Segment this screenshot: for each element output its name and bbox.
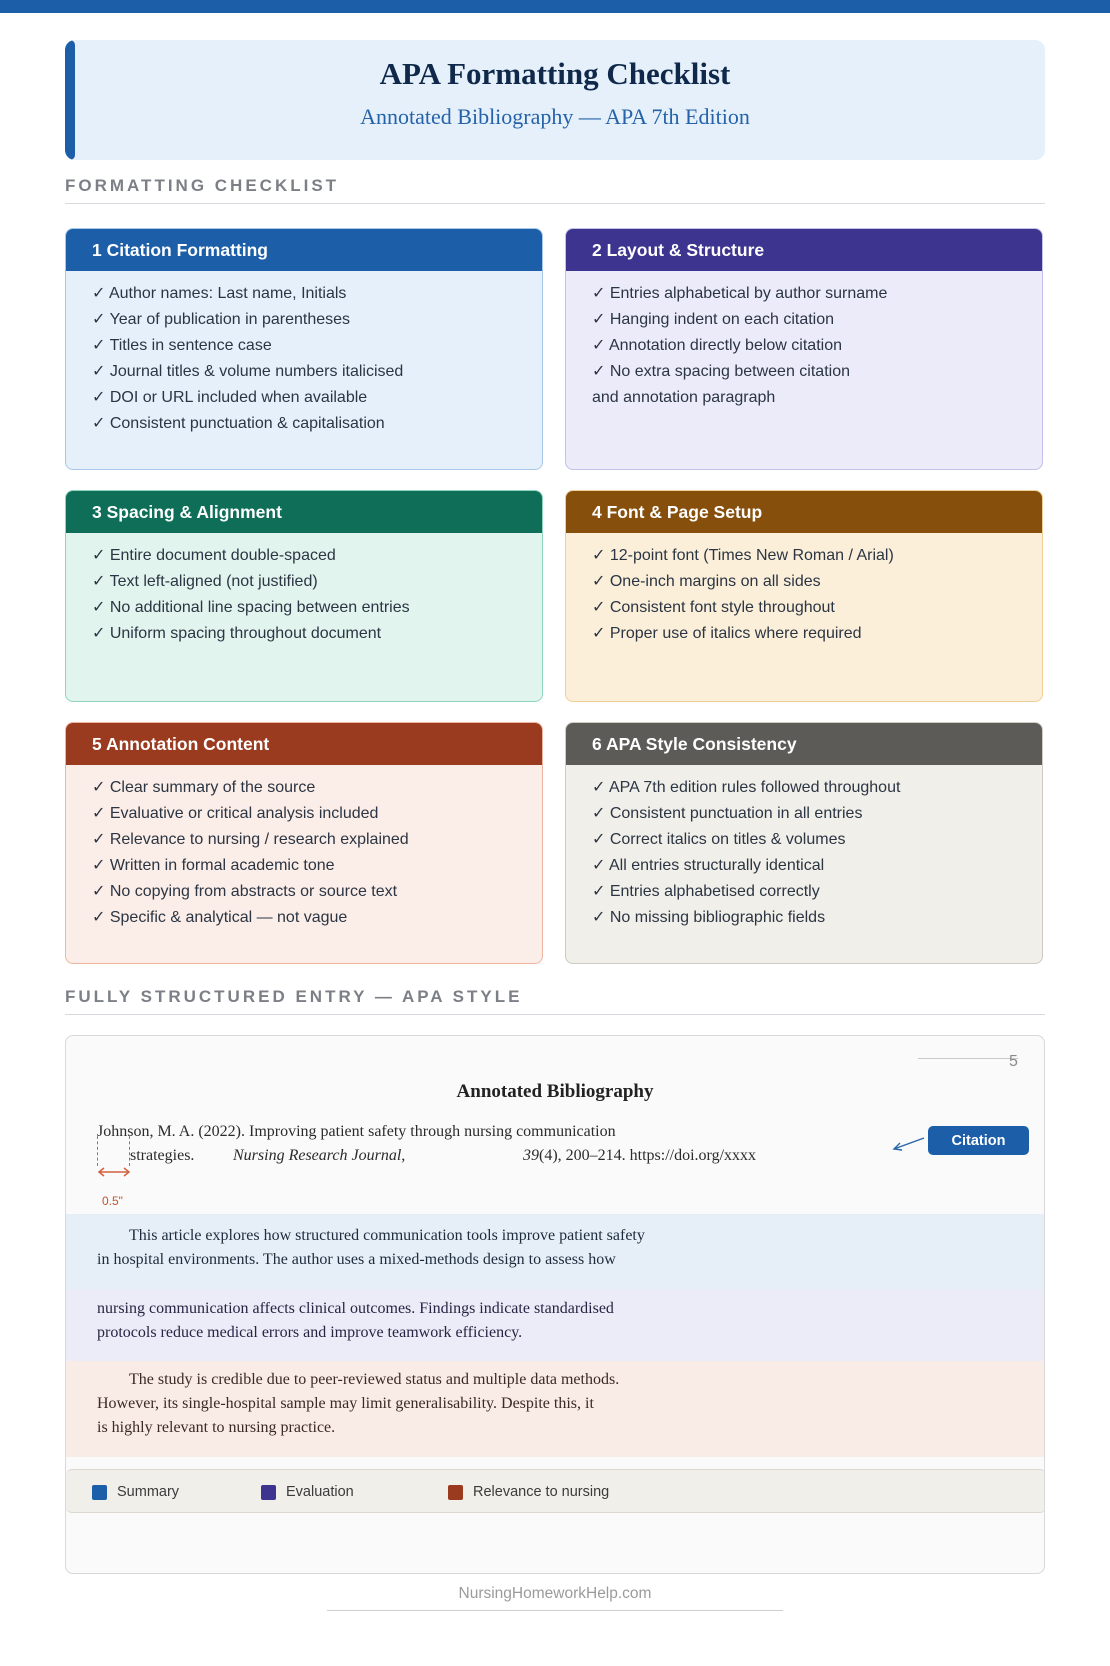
relevance-line: However, its single-hospital sample may limit generalisability. Despite this, it bbox=[97, 1395, 594, 1412]
arrow-left-icon bbox=[891, 1132, 927, 1154]
checklist-item: ✓ Author names: Last name, Initials bbox=[92, 285, 347, 302]
legend-item-evaluation bbox=[261, 1484, 354, 1500]
checklist-card-font-page-setup bbox=[565, 490, 1043, 702]
evaluation-line: nursing communication affects clinical outcomes. Findings indicate standardised bbox=[97, 1300, 614, 1317]
checklist-item: ✓ Correct italics on titles & volumes bbox=[592, 831, 846, 848]
checklist-item: ✓ 12-point font (Times New Roman / Arial) bbox=[592, 547, 894, 564]
checklist-item: ✓ Entire document double-spaced bbox=[92, 547, 336, 564]
indent-measure-label: 0.5" bbox=[102, 1194, 123, 1208]
checklist-card-annotation-content bbox=[65, 722, 543, 964]
section-label-entry: FULLY STRUCTURED ENTRY — APA STYLE bbox=[65, 987, 1045, 1015]
checklist-item: ✓ No extra spacing between citation bbox=[592, 363, 850, 380]
checklist-item: ✓ Year of publication in parentheses bbox=[92, 311, 351, 328]
summary-line: in hospital environments. The author uses a mixed-methods design to assess how bbox=[97, 1251, 616, 1268]
legend-swatch bbox=[448, 1485, 463, 1500]
card-title: 5 Annotation Content bbox=[66, 723, 542, 765]
top-accent-bar bbox=[0, 0, 1110, 13]
double-arrow-icon bbox=[97, 1166, 131, 1178]
card-title: 1 Citation Formatting bbox=[66, 229, 542, 271]
checklist-item: ✓ DOI or URL included when available bbox=[92, 389, 368, 406]
color-legend bbox=[66, 1469, 1045, 1513]
annotation-relevance-band bbox=[66, 1361, 1045, 1457]
checklist-item: ✓ Text left-aligned (not justified) bbox=[92, 573, 318, 590]
header-card bbox=[65, 40, 1045, 160]
checklist-item: ✓ Consistent punctuation in all entries bbox=[592, 805, 863, 822]
card-checklist bbox=[566, 271, 1042, 411]
card-title: 4 Font & Page Setup bbox=[566, 491, 1042, 533]
checklist-card-layout-structure bbox=[565, 228, 1043, 470]
citation-journal bbox=[233, 1147, 405, 1165]
card-title: 2 Layout & Structure bbox=[566, 229, 1042, 271]
legend-swatch bbox=[92, 1485, 107, 1500]
citation-volume-issue bbox=[523, 1147, 756, 1165]
page-title: APA Formatting Checklist bbox=[379, 56, 731, 91]
legend-label: Evaluation bbox=[286, 1484, 354, 1500]
checklist-item: ✓ Specific & analytical — not vague bbox=[92, 909, 348, 926]
legend-swatch bbox=[261, 1485, 276, 1500]
legend-item-relevance bbox=[448, 1484, 609, 1500]
checklist-item: ✓ Titles in sentence case bbox=[92, 337, 272, 354]
card-checklist bbox=[66, 765, 542, 931]
checklist-item: ✓ Relevance to nursing / research explained bbox=[92, 831, 409, 848]
checklist-item: ✓ Uniform spacing throughout document bbox=[92, 625, 382, 642]
legend-label: Summary bbox=[117, 1484, 180, 1500]
header-rule bbox=[918, 1058, 1018, 1059]
checklist-item: and annotation paragraph bbox=[592, 389, 776, 406]
checklist-item: ✓ Clear summary of the source bbox=[92, 779, 316, 796]
card-title: 6 APA Style Consistency bbox=[566, 723, 1042, 765]
checklist-item: ✓ Consistent font style throughout bbox=[592, 599, 835, 616]
checklist-card-citation-formatting bbox=[65, 228, 543, 470]
citation-callout-badge: Citation bbox=[928, 1126, 1029, 1155]
checklist-card-spacing-alignment bbox=[65, 490, 543, 702]
summary-line: This article explores how structured communication tools improve patient safety bbox=[129, 1227, 645, 1244]
checklist-item: ✓ All entries structurally identical bbox=[592, 857, 825, 874]
checklist-item: ✓ Written in formal academic tone bbox=[92, 857, 335, 874]
citation-rest: (4), 200–214. https://doi.org/xxxx bbox=[539, 1147, 757, 1164]
citation-line-2-start: strategies. bbox=[130, 1147, 195, 1164]
checklist-item: ✓ No missing bibliographic fields bbox=[592, 909, 826, 926]
checklist-item: ✓ No copying from abstracts or source text bbox=[92, 883, 398, 900]
legend-item-summary bbox=[92, 1484, 179, 1500]
checklist-item: ✓ APA 7th edition rules followed throughout bbox=[592, 779, 901, 796]
hanging-indent-guide bbox=[97, 1136, 130, 1166]
evaluation-line: protocols reduce medical errors and improve teamwork efficiency. bbox=[97, 1324, 523, 1341]
entry-page-title: Annotated Bibliography bbox=[456, 1081, 654, 1102]
relevance-line: The study is credible due to peer-reviewed status and multiple data methods. bbox=[129, 1371, 620, 1388]
checklist-item: ✓ Journal titles & volume numbers italicised bbox=[92, 363, 404, 380]
section-label-checklist: FORMATTING CHECKLIST bbox=[65, 176, 1045, 204]
card-checklist bbox=[566, 533, 1042, 647]
card-checklist bbox=[66, 533, 542, 647]
checklist-item: ✓ Consistent punctuation & capitalisation bbox=[92, 415, 385, 432]
card-title: 3 Spacing & Alignment bbox=[66, 491, 542, 533]
citation-line-1: Johnson, M. A. (2022). Improving patient safety through nursing communication bbox=[97, 1123, 616, 1140]
sample-entry-page bbox=[65, 1035, 1045, 1574]
annotation-summary-band bbox=[66, 1214, 1045, 1289]
volume-number: 39 bbox=[523, 1147, 539, 1164]
page-subtitle: Annotated Bibliography — APA 7th Edition bbox=[360, 104, 750, 129]
page-number: 5 bbox=[1009, 1053, 1018, 1070]
footer-site-name: NursingHomeworkHelp.com bbox=[327, 1585, 783, 1611]
card-checklist bbox=[566, 765, 1042, 931]
checklist-card-apa-style-consistency bbox=[565, 722, 1043, 964]
checklist-item: ✓ One-inch margins on all sides bbox=[592, 573, 821, 590]
card-checklist bbox=[66, 271, 542, 437]
checklist-item: ✓ Proper use of italics where required bbox=[592, 625, 862, 642]
legend-label: Relevance to nursing bbox=[473, 1484, 610, 1500]
checklist-item: ✓ Evaluative or critical analysis included bbox=[92, 805, 379, 822]
annotation-evaluation-band bbox=[66, 1289, 1045, 1361]
checklist-item: ✓ Entries alphabetical by author surname bbox=[592, 285, 888, 302]
checklist-item: ✓ Entries alphabetised correctly bbox=[592, 883, 820, 900]
checklist-item: ✓ No additional line spacing between entries bbox=[92, 599, 410, 616]
checklist-item: ✓ Annotation directly below citation bbox=[592, 337, 842, 354]
journal-title: Nursing Research Journal, bbox=[233, 1147, 406, 1164]
checklist-item: ✓ Hanging indent on each citation bbox=[592, 311, 835, 328]
relevance-line: is highly relevant to nursing practice. bbox=[97, 1419, 336, 1436]
